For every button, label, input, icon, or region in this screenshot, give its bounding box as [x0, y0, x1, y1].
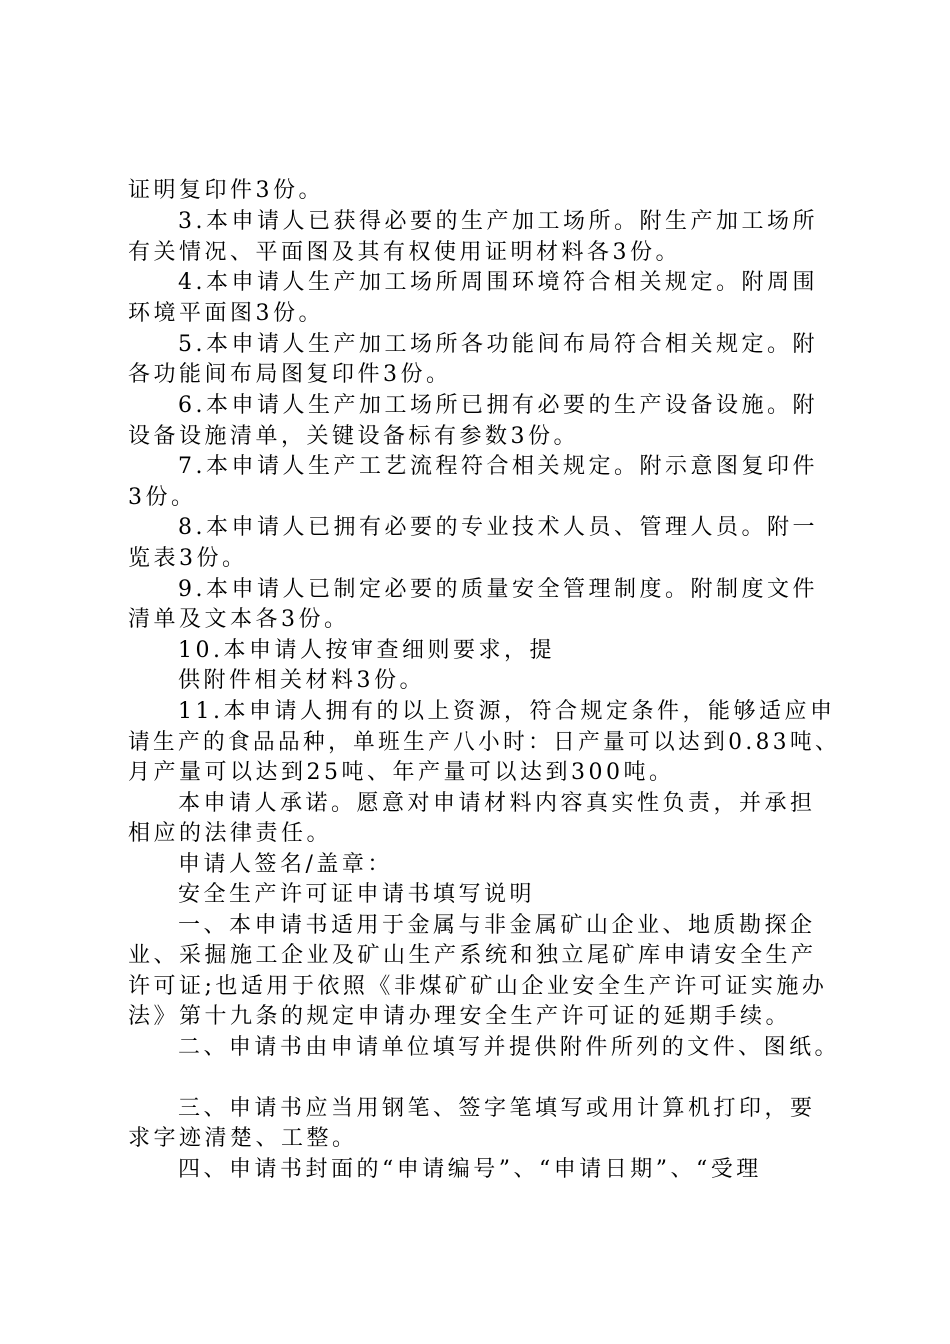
text-line: 四、申请书封面的“申请编号”、“申请日期”、“受理 — [178, 1157, 762, 1182]
text-line: 4.本申请人生产加工场所周围环境符合相关规定。附周围 — [178, 270, 818, 295]
text-line: 本申请人承诺。愿意对申请材料内容真实性负责，并承担 — [178, 791, 816, 816]
text-line: 7.本申请人生产工艺流程符合相关规定。附示意图复印件 — [178, 454, 818, 479]
text-line: 供附件相关材料3份。 — [178, 668, 425, 693]
text-line: 3.本申请人已获得必要的生产加工场所。附生产加工场所 — [178, 209, 818, 234]
text-line: 3份。 — [128, 485, 197, 510]
text-line: 有关情况、平面图及其有权使用证明材料各3份。 — [128, 240, 681, 265]
text-line: 览表3份。 — [128, 546, 248, 571]
text-line: 许可证;也适用于依照《非煤矿矿山企业安全生产许可证实施办 — [128, 974, 828, 999]
text-line: 9.本申请人已制定必要的质量安全管理制度。附制度文件 — [178, 577, 818, 602]
text-line: 各功能间布局图复印件3份。 — [128, 362, 452, 387]
text-line: 相应的法律责任。 — [128, 821, 333, 846]
text-line: 月产量可以达到25吨、年产量可以达到300吨。 — [128, 760, 675, 785]
text-line: 6.本申请人生产加工场所已拥有必要的生产设备设施。附 — [178, 393, 818, 418]
text-line: 申请人签名/盖章： — [178, 852, 393, 877]
text-line: 5.本申请人生产加工场所各功能间布局符合相关规定。附 — [178, 332, 818, 357]
text-line: 环境平面图3份。 — [128, 301, 324, 326]
text-line: 11.本申请人拥有的以上资源，符合规定条件，能够适应申 — [178, 699, 836, 724]
text-line: 业、采掘施工企业及矿山生产系统和独立尾矿库申请安全生产 — [128, 943, 817, 968]
text-line: 安全生产许可证申请书填写说明 — [178, 882, 536, 907]
text-line: 二、申请书由申请单位填写并提供附件所列的文件、图纸。 — [178, 1035, 841, 1060]
text-line: 证明复印件3份。 — [128, 178, 324, 203]
text-line: 法》第十九条的规定申请办理安全生产许可证的延期手续。 — [128, 1004, 792, 1029]
text-line: 三、申请书应当用钢笔、签字笔填写或用计算机打印，要 — [178, 1096, 816, 1121]
text-line: 设备设施清单，关键设备标有参数3份。 — [128, 424, 579, 449]
text-line: 求字迹清楚、工整。 — [128, 1126, 358, 1151]
text-line: 清单及文本各3份。 — [128, 607, 350, 632]
text-line: 10.本申请人按审查细则要求，提 — [178, 638, 555, 663]
text-line: 8.本申请人已拥有必要的专业技术人员、管理人员。附一 — [178, 515, 818, 540]
text-line: 一、本申请书适用于金属与非金属矿山企业、地质勘探企 — [178, 913, 816, 938]
text-line: 请生产的食品品种，单班生产八小时：日产量可以达到0.83吨、 — [128, 730, 840, 755]
